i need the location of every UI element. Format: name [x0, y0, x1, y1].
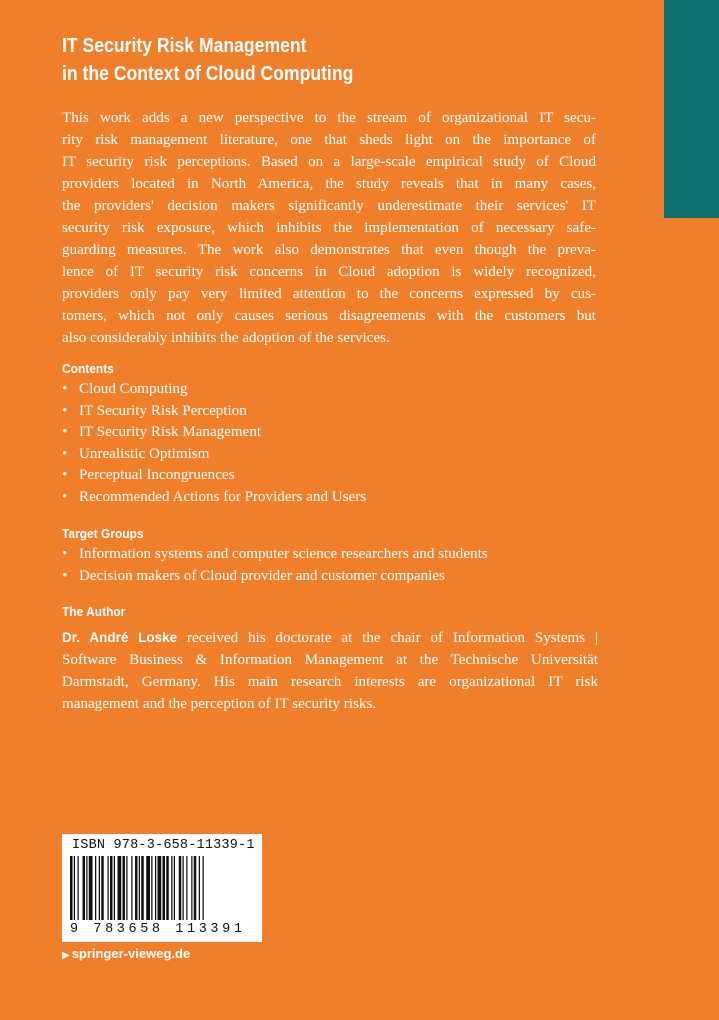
- contents-item: IT Security Risk Perception: [79, 402, 247, 419]
- contents-item: Cloud Computing: [79, 381, 188, 397]
- abstract-line: providers located in North America, the study reveals that in many cases,: [62, 176, 596, 192]
- barcode-bar: [174, 856, 175, 920]
- abstract-line: providers only pay very limited attention to the concerns expressed by cus-: [62, 286, 596, 302]
- barcode-bar: [131, 856, 132, 920]
- barcode-bar: [183, 856, 184, 920]
- barcode-bar: [194, 856, 197, 920]
- target-group-item: Information systems and computer science researchers and students: [79, 546, 488, 562]
- bullet-icon: •: [62, 567, 68, 584]
- target-group-item: Decision makers of Cloud provider and customer companies: [79, 567, 445, 584]
- abstract-line: IT security risk perceptions. Based on a large-scale empirical study of Cloud: [62, 154, 596, 170]
- barcode-digits: 9 783658 113391: [70, 922, 246, 937]
- barcode-bar: [199, 856, 200, 920]
- barcode-bar: [186, 856, 187, 920]
- abstract-line: guarding measures. The work also demonstrates that even though the preva-: [62, 242, 596, 258]
- author-name: Dr. André Loske: [62, 630, 178, 645]
- barcode-bar: [101, 856, 104, 920]
- barcode-bar: [146, 856, 150, 920]
- abstract-line: rity risk management literature, one that sheds light on the importance of: [62, 132, 596, 148]
- contents-item: Unrealistic Optimism: [79, 445, 210, 462]
- barcode-bar: [118, 856, 122, 920]
- barcode-bar: [89, 856, 93, 920]
- barcode-bar: [108, 856, 109, 920]
- barcode-bar: [203, 856, 204, 920]
- barcode-bar: [158, 856, 162, 920]
- barcode-bar: [70, 856, 73, 920]
- bullet-icon: •: [62, 488, 68, 505]
- bullet-icon: •: [62, 424, 68, 440]
- barcode-bar: [123, 856, 126, 920]
- author-bio: [62, 627, 598, 715]
- barcode-bar: [83, 856, 86, 920]
- bullet-icon: •: [62, 402, 68, 419]
- barcode-bar: [99, 856, 100, 920]
- author-heading: The Author: [62, 604, 126, 619]
- author-line-2: Software Business & Information Management at the Technische Universität: [62, 652, 598, 668]
- contents-item: IT Security Risk Management: [79, 424, 262, 440]
- barcode-bar: [166, 856, 169, 920]
- list-item: [62, 422, 366, 444]
- list-item: [62, 444, 366, 466]
- barcode-bar: [74, 856, 75, 920]
- contents-item: Recommended Actions for Providers and Users: [79, 488, 367, 505]
- bullet-icon: •: [62, 467, 68, 483]
- list-item: [62, 487, 366, 509]
- title-line-1: IT Security Risk Management: [62, 35, 307, 57]
- abstract-line: tomers, which not only causes serious disagreements with the customers but: [62, 308, 596, 324]
- list-item: [62, 544, 488, 566]
- list-item: [62, 566, 488, 588]
- triangle-right-icon: ▶: [62, 950, 70, 961]
- abstract-line: also considerably inhibits the adoption of the services.: [62, 330, 390, 346]
- author-line-3: Darmstadt, Germany. His main research interests are organizational IT risk: [62, 674, 598, 690]
- abstract: [62, 107, 596, 349]
- barcode-bar: [114, 856, 115, 920]
- barcode-bar: [95, 856, 96, 920]
- abstract-line: lence of IT security risk concerns in Cloud adoption is widely recognized,: [62, 264, 596, 280]
- contents-heading: Contents: [62, 361, 114, 376]
- barcode: [62, 834, 262, 942]
- barcode-bar: [151, 856, 152, 920]
- list-item: [62, 401, 366, 423]
- barcode-bars: [70, 856, 254, 920]
- bullet-icon: •: [62, 445, 68, 462]
- barcode-bar: [171, 856, 172, 920]
- author-line: [62, 627, 598, 649]
- barcode-bar: [86, 856, 87, 920]
- accent-tab: [664, 0, 719, 218]
- abstract-line: security risk exposure, which inhibits the implementation of necessary safe-: [62, 220, 596, 236]
- barcode-bar: [191, 856, 192, 920]
- barcode-bar: [135, 856, 138, 920]
- isbn-text: ISBN 978-3-658-11339-1: [72, 838, 255, 853]
- bullet-icon: •: [62, 381, 68, 397]
- barcode-bar: [78, 856, 79, 920]
- contents-item: Perceptual Incongruences: [79, 467, 235, 483]
- barcode-bar: [179, 856, 182, 920]
- book-title: [62, 32, 555, 88]
- barcode-bar: [139, 856, 140, 920]
- publisher-url: springer-vieweg.de: [71, 946, 191, 961]
- list-item: [62, 465, 366, 487]
- abstract-line: This work adds a new perspective to the stream of organizational IT secu-: [62, 110, 596, 126]
- author-line-4: management and the perception of IT security risks.: [62, 696, 377, 712]
- barcode-bar: [126, 856, 127, 920]
- barcode-bar: [110, 856, 113, 920]
- contents-list: [62, 379, 366, 508]
- publisher-link[interactable]: [62, 946, 190, 961]
- list-item: [62, 379, 366, 401]
- target-groups-list: [62, 544, 488, 587]
- author-line-1: received his doctorate at the chair of Information Systems |: [177, 630, 598, 646]
- title-line-2: in the Context of Cloud Computing: [62, 63, 354, 85]
- abstract-line: the providers' decision makers significantly underestimate their services' IT: [62, 198, 596, 214]
- barcode-bar: [155, 856, 156, 920]
- barcode-bar: [141, 856, 144, 920]
- target-groups-heading: Target Groups: [62, 526, 144, 541]
- bullet-icon: •: [62, 546, 68, 562]
- barcode-bar: [163, 856, 166, 920]
